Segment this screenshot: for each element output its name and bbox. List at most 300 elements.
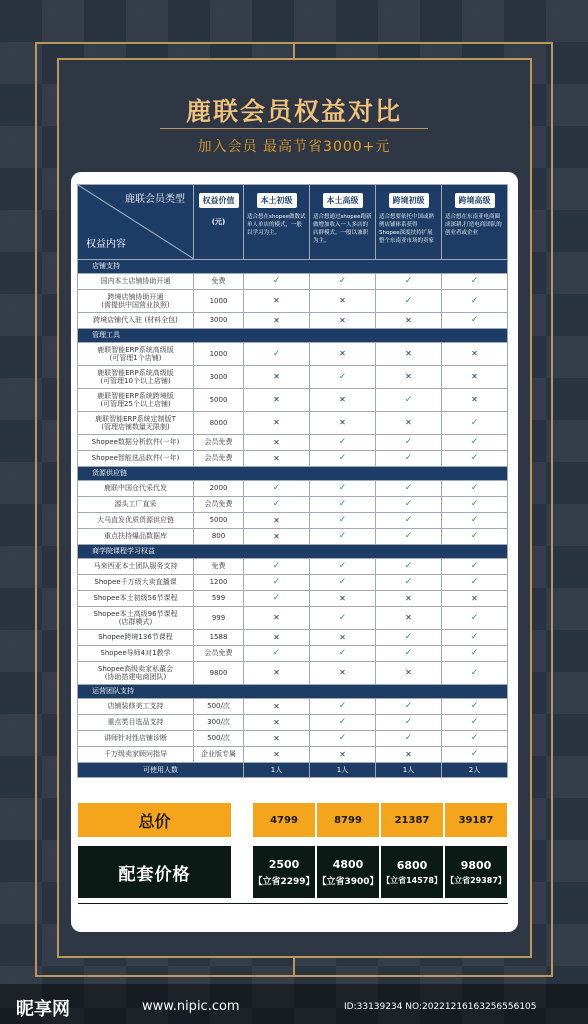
benefit-name: 马来西亚本土团队服务支持: [78, 559, 194, 575]
checkmark-icon: ✓: [404, 453, 413, 464]
checkmark-icon: ✓: [272, 348, 281, 359]
check-icon: [310, 451, 376, 467]
watermark-url: www.nipic.com: [142, 999, 240, 1014]
x-mark-icon: ✕: [273, 372, 280, 382]
section-header-row: [78, 260, 508, 274]
table-row: [78, 343, 508, 366]
package-saving: 【立省14578】: [382, 875, 442, 885]
benefit-name: 重点扶持爆品数据库: [78, 529, 194, 545]
benefit-value: 会员免费: [194, 435, 244, 451]
package-price: 6800: [396, 858, 428, 872]
benefit-content-label: 权益内容: [86, 238, 126, 250]
checkmark-icon: ✓: [404, 515, 413, 526]
tier-header-cell: [244, 185, 310, 260]
check-icon: [442, 290, 508, 313]
benefit-name: 跨境店铺代入驻 (材料全包): [78, 313, 194, 329]
section-header-row: [78, 467, 508, 481]
benefit-value: 会员免费: [194, 451, 244, 467]
cross-icon: [376, 412, 442, 435]
cross-icon: [310, 591, 376, 607]
checkmark-icon: ✓: [338, 276, 347, 287]
check-icon: [376, 630, 442, 646]
check-icon: [376, 646, 442, 662]
benefit-name: Shopee数据分析软件(一年): [78, 435, 194, 451]
table-row: [78, 435, 508, 451]
checkmark-icon: ✓: [470, 733, 479, 744]
table-header-row: [78, 185, 508, 260]
benefit-value: 300/次: [194, 715, 244, 731]
check-icon: [244, 481, 310, 497]
checkmark-icon: ✓: [470, 515, 479, 526]
check-icon: [310, 646, 376, 662]
check-icon: [244, 575, 310, 591]
package-price-box: [253, 846, 315, 898]
x-mark-icon: ✕: [273, 315, 280, 325]
section-header-row: [78, 685, 508, 699]
checkmark-icon: ✓: [272, 483, 281, 494]
checkmark-icon: ✓: [338, 701, 347, 712]
benefit-value: 3000: [194, 313, 244, 329]
tier-name: 跨境高级: [455, 193, 495, 208]
check-icon: [376, 699, 442, 715]
x-mark-icon: ✕: [273, 296, 280, 306]
checkmark-icon: ✓: [272, 593, 281, 604]
tier-name: 本土初级: [257, 193, 297, 208]
x-mark-icon: ✕: [405, 668, 412, 678]
cross-icon: [376, 747, 442, 763]
total-price: 21387: [394, 814, 430, 826]
cross-icon: [244, 313, 310, 329]
table-row: [78, 607, 508, 630]
check-icon: [376, 290, 442, 313]
check-icon: [310, 481, 376, 497]
frame-line-left: [35, 42, 37, 977]
benefit-name: 鹿联智能ERP系统定制版T (管理店铺数量无限制): [78, 412, 194, 435]
cross-icon: [244, 699, 310, 715]
x-mark-icon: ✕: [273, 515, 280, 525]
package-underline: [78, 903, 508, 904]
benefit-value: 免费: [194, 274, 244, 290]
x-mark-icon: ✕: [273, 733, 280, 743]
value-unit: (元): [211, 218, 226, 227]
benefit-value: 企业版专属: [194, 747, 244, 763]
table-row: [78, 497, 508, 513]
cross-icon: [244, 529, 310, 545]
benefit-name: Shopee千万级大卖直播课: [78, 575, 194, 591]
x-mark-icon: ✕: [339, 749, 346, 759]
x-mark-icon: ✕: [273, 613, 280, 623]
table-row: [78, 559, 508, 575]
check-icon: [244, 497, 310, 513]
watermark-id: ID:33139234 NO:20221216163256556105: [344, 1002, 537, 1012]
table-row: [78, 646, 508, 662]
section-header-row: [78, 545, 508, 559]
x-mark-icon: ✕: [405, 349, 412, 359]
check-icon: [310, 699, 376, 715]
check-icon: [442, 481, 508, 497]
x-mark-icon: ✕: [339, 395, 346, 405]
cross-icon: [244, 451, 310, 467]
cross-icon: [244, 731, 310, 747]
benefit-value: 8000: [194, 412, 244, 435]
benefit-name: Shopee跨境136节课程: [78, 630, 194, 646]
check-icon: [442, 607, 508, 630]
value-header-label: 权益价值: [199, 193, 239, 208]
benefit-value: 5000: [194, 389, 244, 412]
x-mark-icon: ✕: [339, 418, 346, 428]
package-label: 配套价格: [118, 864, 191, 885]
checkmark-icon: ✓: [338, 612, 347, 623]
benefit-value: 1000: [194, 290, 244, 313]
checkmark-icon: ✓: [470, 295, 479, 306]
check-icon: [376, 435, 442, 451]
benefit-value: 1588: [194, 630, 244, 646]
check-icon: [442, 274, 508, 290]
tier-header-cell: [310, 185, 376, 260]
checkmark-icon: ✓: [338, 371, 347, 382]
checkmark-icon: ✓: [470, 315, 479, 326]
check-icon: [376, 559, 442, 575]
user-count-value: 1人: [244, 763, 310, 778]
section-header-row: [78, 329, 508, 343]
benefit-value: 599: [194, 591, 244, 607]
cross-icon: [442, 366, 508, 389]
check-icon: [310, 497, 376, 513]
check-icon: [442, 435, 508, 451]
checkmark-icon: ✓: [272, 276, 281, 287]
cross-icon: [244, 412, 310, 435]
value-header-cell: [194, 185, 244, 260]
check-icon: [442, 747, 508, 763]
package-saving: 【立省2299】: [253, 876, 315, 887]
tier-name: 跨境初级: [389, 193, 429, 208]
frame-line-right: [551, 42, 553, 977]
cross-icon: [376, 366, 442, 389]
total-price-box: [381, 803, 443, 837]
check-icon: [442, 513, 508, 529]
title-divider: [160, 128, 428, 129]
x-mark-icon: ✕: [273, 437, 280, 447]
cross-icon: [376, 607, 442, 630]
benefit-name: 店铺装修美工支持: [78, 699, 194, 715]
table-row: [78, 313, 508, 329]
benefit-value: 3000: [194, 366, 244, 389]
table-row: [78, 290, 508, 313]
check-icon: [442, 715, 508, 731]
cross-icon: [244, 715, 310, 731]
x-mark-icon: ✕: [405, 613, 412, 623]
member-type-label: 鹿联会员类型: [125, 194, 185, 205]
benefit-name: 鹿联中国仓代采代发: [78, 481, 194, 497]
check-icon: [376, 497, 442, 513]
check-icon: [376, 451, 442, 467]
package-price-box: [445, 846, 507, 898]
total-price: 39187: [458, 814, 494, 826]
checkmark-icon: ✓: [338, 733, 347, 744]
checkmark-icon: ✓: [404, 577, 413, 588]
benefit-name: Shopee本土高级96节课程 (店群模式): [78, 607, 194, 630]
cross-icon: [442, 389, 508, 412]
package-price-box: [381, 846, 443, 898]
check-icon: [442, 699, 508, 715]
checkmark-icon: ✓: [404, 632, 413, 643]
benefit-value: 会员免费: [194, 497, 244, 513]
benefit-name: 鹿联智能ERP系统跨境版 (可管理25个以上店铺): [78, 389, 194, 412]
x-mark-icon: ✕: [471, 349, 478, 359]
table-row: [78, 513, 508, 529]
checkmark-icon: ✓: [470, 499, 479, 510]
benefit-value: 500/次: [194, 699, 244, 715]
cross-icon: [244, 630, 310, 646]
x-mark-icon: ✕: [471, 372, 478, 382]
tier-desc: 适合想在东南亚电商圈成深耕,打造电商团队的创业者或企业: [445, 214, 502, 237]
check-icon: [310, 731, 376, 747]
table-row: [78, 715, 508, 731]
check-icon: [310, 529, 376, 545]
package-price: 9800: [460, 858, 492, 872]
checkmark-icon: ✓: [272, 561, 281, 572]
check-icon: [310, 715, 376, 731]
checkmark-icon: ✓: [470, 276, 479, 287]
cross-icon: [376, 591, 442, 607]
table-row: [78, 662, 508, 685]
check-icon: [310, 575, 376, 591]
check-icon: [442, 646, 508, 662]
x-mark-icon: ✕: [273, 749, 280, 759]
benefit-name: 跨境店铺协助开通 (需提供中国营业执照): [78, 290, 194, 313]
cross-icon: [244, 662, 310, 685]
benefit-name: 大马直发优质货源供应链: [78, 513, 194, 529]
checkmark-icon: ✓: [272, 499, 281, 510]
checkmark-icon: ✓: [338, 499, 347, 510]
x-mark-icon: ✕: [405, 749, 412, 759]
checkmark-icon: ✓: [404, 717, 413, 728]
checkmark-icon: ✓: [404, 437, 413, 448]
user-count-value: 1人: [376, 763, 442, 778]
checkmark-icon: ✓: [470, 577, 479, 588]
checkmark-icon: ✓: [404, 499, 413, 510]
checkmark-icon: ✓: [404, 701, 413, 712]
total-price-box: [253, 803, 315, 837]
frame-line-vertical-bottom: [293, 958, 295, 976]
checkmark-icon: ✓: [470, 632, 479, 643]
tier-name: 本土高级: [323, 193, 363, 208]
table-row: [78, 451, 508, 467]
checkmark-icon: ✓: [470, 437, 479, 448]
checkmark-icon: ✓: [338, 648, 347, 659]
table-row: [78, 630, 508, 646]
check-icon: [244, 274, 310, 290]
total-price: 8799: [334, 814, 362, 826]
x-mark-icon: ✕: [273, 395, 280, 405]
checkmark-icon: ✓: [470, 648, 479, 659]
benefit-name: Shopee智能选品软件(一年): [78, 451, 194, 467]
checkmark-icon: ✓: [404, 531, 413, 542]
check-icon: [442, 630, 508, 646]
frame-line-vertical: [293, 42, 295, 58]
user-count-value: 1人: [310, 763, 376, 778]
tier-header-cell: [442, 185, 508, 260]
cross-icon: [244, 366, 310, 389]
benefit-value: 5000: [194, 513, 244, 529]
checkmark-icon: ✓: [404, 394, 413, 405]
checkmark-icon: ✓: [338, 577, 347, 588]
check-icon: [376, 715, 442, 731]
x-mark-icon: ✕: [471, 593, 478, 603]
package-saving: 【立省29387】: [446, 875, 506, 885]
check-icon: [244, 591, 310, 607]
cross-icon: [244, 389, 310, 412]
benefit-name: 国内本土店铺协助开通: [78, 274, 194, 290]
table-row: [78, 529, 508, 545]
x-mark-icon: ✕: [339, 296, 346, 306]
section-title: 运营团队支持: [78, 685, 508, 699]
user-count-row: [78, 763, 508, 778]
tier-desc: 适合想通过shopee跑新做增加收入一人多店的店群模式。一般以兼职为主。: [313, 214, 372, 245]
check-icon: [442, 559, 508, 575]
x-mark-icon: ✕: [273, 632, 280, 642]
table-row: [78, 274, 508, 290]
checkmark-icon: ✓: [470, 561, 479, 572]
checkmark-icon: ✓: [272, 648, 281, 659]
cross-icon: [244, 435, 310, 451]
total-label: 总价: [138, 811, 171, 831]
check-icon: [376, 389, 442, 412]
checkmark-icon: ✓: [338, 561, 347, 572]
table-row: [78, 575, 508, 591]
check-icon: [442, 575, 508, 591]
checkmark-icon: ✓: [272, 577, 281, 588]
check-icon: [376, 529, 442, 545]
check-icon: [442, 662, 508, 685]
check-icon: [442, 731, 508, 747]
total-price: 4799: [270, 814, 298, 826]
tier-desc: 适合想在shopee做数试单人单店的模式，一般以学习为主。: [247, 214, 306, 237]
header-diagonal-cell: [78, 185, 194, 260]
checkmark-icon: ✓: [338, 453, 347, 464]
x-mark-icon: ✕: [339, 593, 346, 603]
checkmark-icon: ✓: [404, 295, 413, 306]
checkmark-icon: ✓: [338, 515, 347, 526]
x-mark-icon: ✕: [339, 349, 346, 359]
section-title: 店铺支持: [78, 260, 508, 274]
benefit-value: 1000: [194, 343, 244, 366]
checkmark-icon: ✓: [470, 483, 479, 494]
check-icon: [310, 366, 376, 389]
x-mark-icon: ✕: [273, 418, 280, 428]
cross-icon: [244, 290, 310, 313]
cross-icon: [310, 747, 376, 763]
x-mark-icon: ✕: [405, 315, 412, 325]
checkmark-icon: ✓: [470, 612, 479, 623]
x-mark-icon: ✕: [405, 418, 412, 428]
cross-icon: [376, 313, 442, 329]
x-mark-icon: ✕: [339, 315, 346, 325]
total-label-box: [78, 803, 231, 837]
check-icon: [376, 481, 442, 497]
user-count-value: 2人: [442, 763, 508, 778]
check-icon: [310, 513, 376, 529]
check-icon: [442, 451, 508, 467]
check-icon: [442, 497, 508, 513]
x-mark-icon: ✕: [405, 593, 412, 603]
page-subtitle: 加入会员 最高节省3000+元: [197, 139, 391, 155]
check-icon: [244, 343, 310, 366]
benefit-name: 源头工厂直采: [78, 497, 194, 513]
checkmark-icon: ✓: [338, 717, 347, 728]
x-mark-icon: ✕: [471, 395, 478, 405]
cross-icon: [310, 662, 376, 685]
check-icon: [310, 274, 376, 290]
x-mark-icon: ✕: [405, 372, 412, 382]
cross-icon: [376, 662, 442, 685]
cross-icon: [310, 343, 376, 366]
checkmark-icon: ✓: [470, 749, 479, 760]
checkmark-icon: ✓: [404, 733, 413, 744]
section-title: 货源供应链: [78, 467, 508, 481]
check-icon: [310, 435, 376, 451]
benefit-value: 9800: [194, 662, 244, 685]
tier-desc: 适合想要依托中国或熟例店铺体系获得Shopee深度扶持扩展整个东南亚市场的卖家: [379, 214, 435, 245]
checkmark-icon: ✓: [470, 453, 479, 464]
checkmark-icon: ✓: [338, 531, 347, 542]
watermark-logo: 昵享网: [16, 999, 70, 1020]
total-price-box: [317, 803, 379, 837]
cross-icon: [376, 343, 442, 366]
benefit-value: 500/次: [194, 731, 244, 747]
table-row: [78, 747, 508, 763]
package-saving: 【立省3900】: [317, 876, 379, 887]
checkmark-icon: ✓: [404, 648, 413, 659]
checkmark-icon: ✓: [338, 437, 347, 448]
x-mark-icon: ✕: [339, 668, 346, 678]
tier-header-cell: [376, 185, 442, 260]
check-icon: [442, 529, 508, 545]
checkmark-icon: ✓: [404, 276, 413, 287]
benefit-name: 鹿联智能ERP系统高级版 (可管理1个店铺): [78, 343, 194, 366]
check-icon: [376, 731, 442, 747]
check-icon: [244, 559, 310, 575]
check-icon: [442, 313, 508, 329]
page-title: 鹿联会员权益对比: [185, 97, 402, 126]
benefit-name: 讲师针对性店铺诊断: [78, 731, 194, 747]
benefit-name: Shopee本土初级56节课程: [78, 591, 194, 607]
table-row: [78, 731, 508, 747]
benefit-name: Shopee导师4对1教学: [78, 646, 194, 662]
check-icon: [310, 607, 376, 630]
checkmark-icon: ✓: [470, 417, 479, 428]
table-row: [78, 591, 508, 607]
section-title: 商学院课程学习权益: [78, 545, 508, 559]
package-label-box: [78, 846, 231, 898]
x-mark-icon: ✕: [273, 531, 280, 541]
cross-icon: [310, 290, 376, 313]
check-icon: [376, 274, 442, 290]
package-price: 4800: [332, 857, 364, 871]
cross-icon: [310, 313, 376, 329]
benefit-value: 800: [194, 529, 244, 545]
x-mark-icon: ✕: [273, 668, 280, 678]
benefit-name: 鹿联智能ERP系统高级版 (可管理10个以上店铺): [78, 366, 194, 389]
benefit-value: 会员免费: [194, 646, 244, 662]
table-row: [78, 412, 508, 435]
benefit-value: 999: [194, 607, 244, 630]
benefit-value: 1200: [194, 575, 244, 591]
package-price: 2500: [268, 857, 300, 871]
check-icon: [244, 646, 310, 662]
benefit-name: 千万级卖家顾问指导: [78, 747, 194, 763]
cross-icon: [244, 747, 310, 763]
